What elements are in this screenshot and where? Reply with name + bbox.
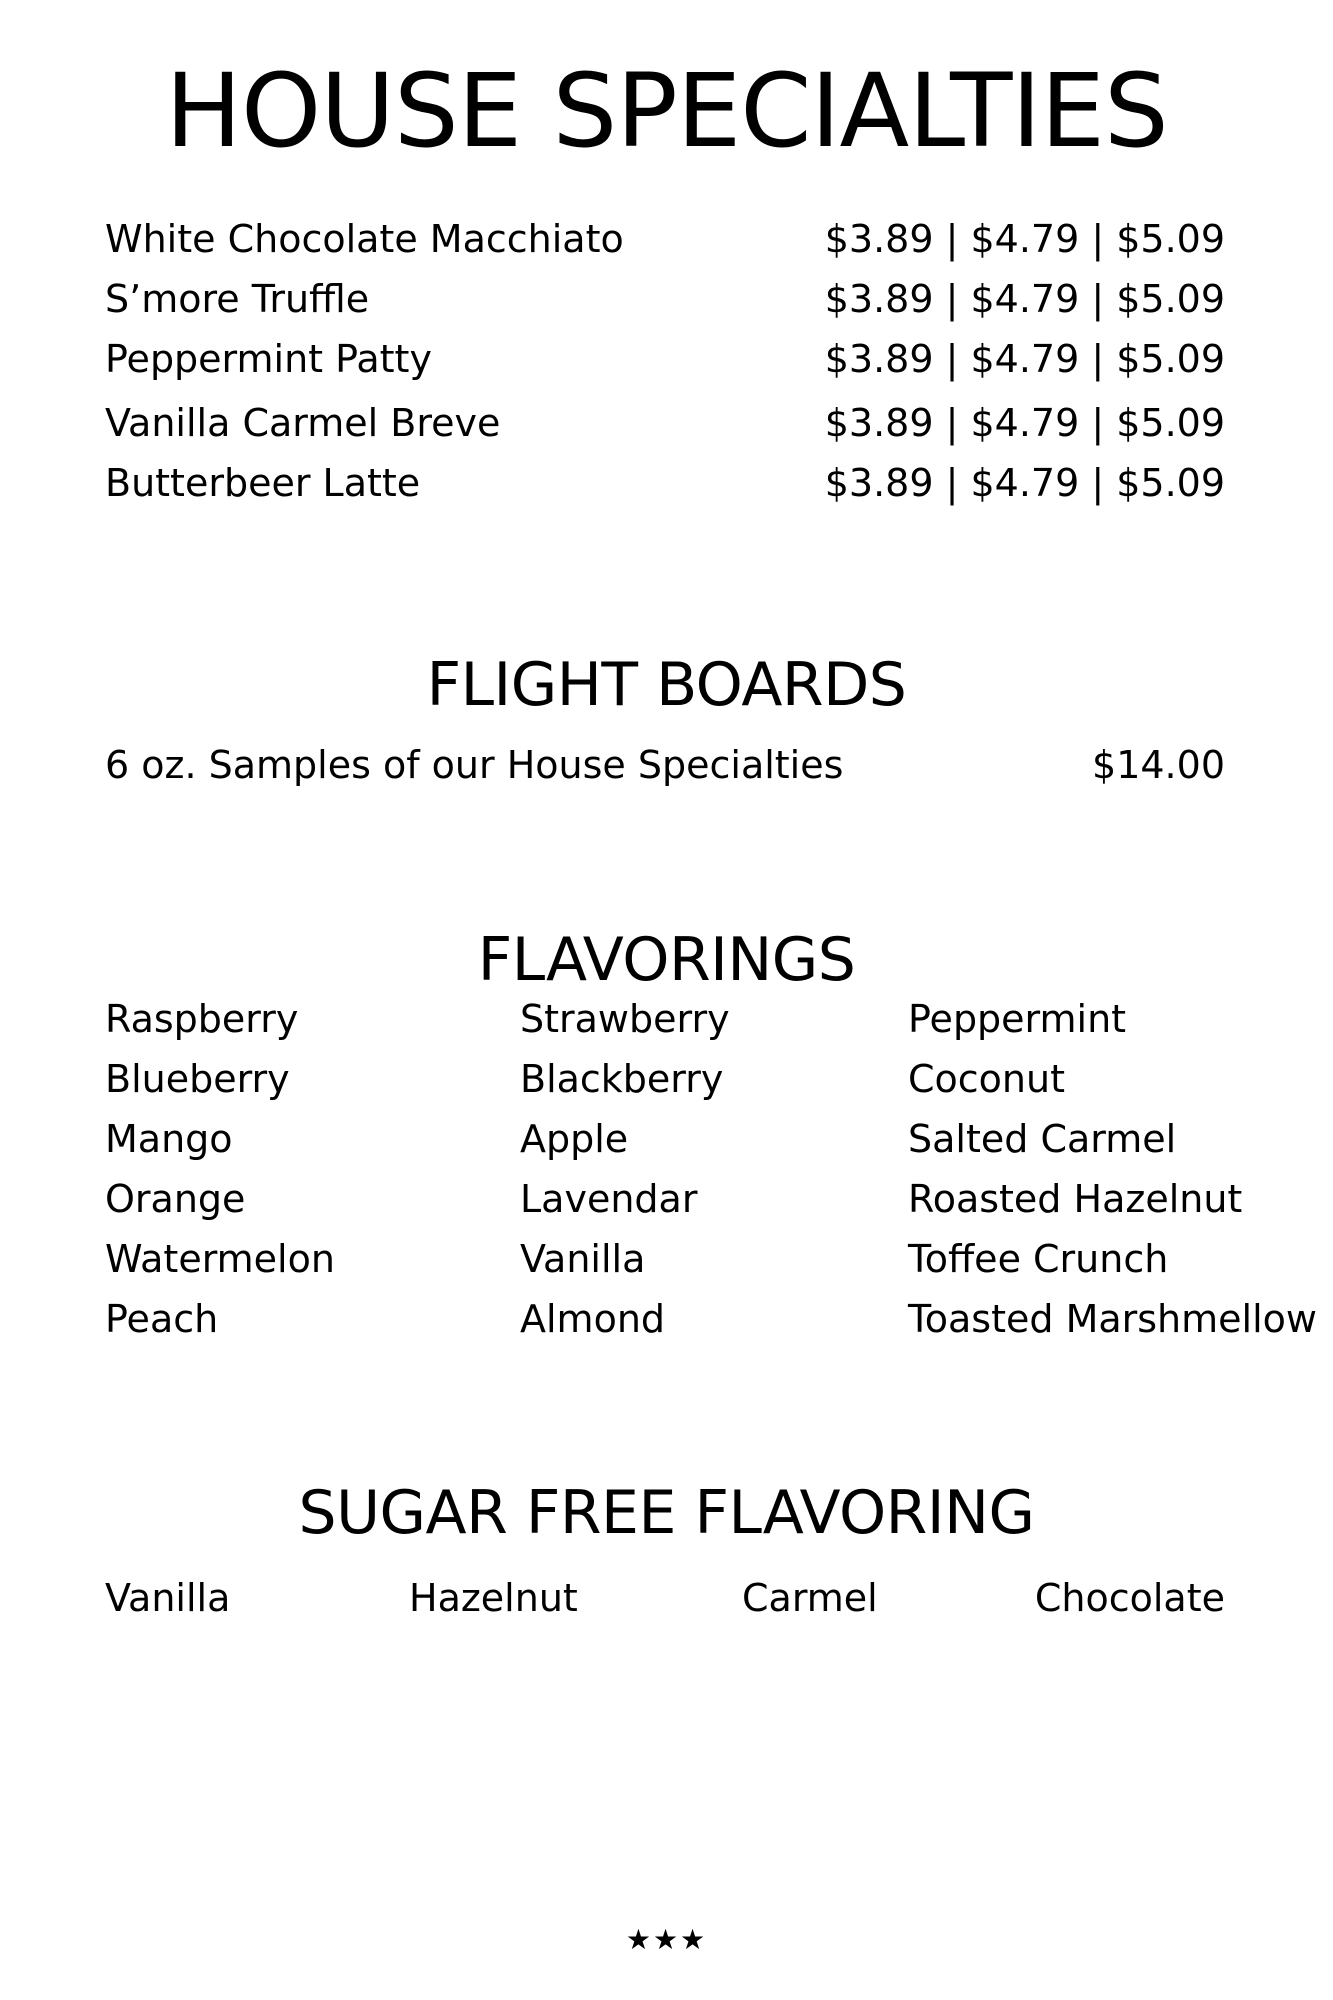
flavor-item: Coconut [908,1057,1065,1101]
menu-item-price: $3.89 | $4.79 | $5.09 [824,277,1225,321]
flight-board-item [105,740,1225,790]
page-title: HOUSE SPECIALTIES [165,52,1168,171]
flavor-item: Raspberry [105,997,299,1041]
flavorings-title: FLAVORINGS [477,925,856,995]
menu-item [105,458,1225,508]
menu-item-name: S’more Truffle [105,277,370,321]
flavor-item: Peppermint [908,997,1127,1041]
menu-item [105,214,1225,264]
flavor-item: Vanilla [520,1237,646,1281]
flavor-item: Salted Carmel [908,1117,1177,1161]
menu-item-price: $3.89 | $4.79 | $5.09 [824,337,1225,381]
sugar-free-title: SUGAR FREE FLAVORING [298,1478,1035,1548]
flavor-item: Blueberry [105,1057,290,1101]
flavor-item: Peach [105,1297,219,1341]
flavor-item: Toffee Crunch [908,1237,1169,1281]
menu-item-price: $3.89 | $4.79 | $5.09 [824,461,1225,505]
star-ornament-icon: ★★★ [625,1923,708,1956]
flavor-item: Apple [520,1117,629,1161]
flavor-item: Mango [105,1117,233,1161]
menu-item [105,334,1225,384]
flavor-item: Blackberry [520,1057,724,1101]
menu-item-name: Peppermint Patty [105,337,432,381]
flavor-item: Strawberry [520,997,730,1041]
menu-item-name: Butterbeer Latte [105,461,421,505]
menu-item [105,398,1225,448]
menu-item [105,274,1225,324]
flavor-item: Roasted Hazelnut [908,1177,1243,1221]
sugar-free-item: Hazelnut [409,1576,578,1620]
menu-item-name: Vanilla Carmel Breve [105,401,501,445]
sugar-free-item: Chocolate [1034,1576,1225,1620]
sugar-free-item: Vanilla [105,1576,231,1620]
flavor-item: Lavendar [520,1177,698,1221]
flavor-item: Toasted Marshmellow [908,1297,1317,1341]
flavor-item: Orange [105,1177,246,1221]
menu-item-price: $3.89 | $4.79 | $5.09 [824,401,1225,445]
menu-item-price: $3.89 | $4.79 | $5.09 [824,217,1225,261]
sugar-free-item: Carmel [742,1576,878,1620]
flavor-item: Watermelon [105,1237,335,1281]
flavor-item: Almond [520,1297,666,1341]
flight-boards-title: FLIGHT BOARDS [426,650,907,720]
menu-item-name: White Chocolate Macchiato [105,217,624,261]
flight-board-price: $14.00 [1092,743,1225,787]
flight-board-description: 6 oz. Samples of our House Specialties [105,743,844,787]
